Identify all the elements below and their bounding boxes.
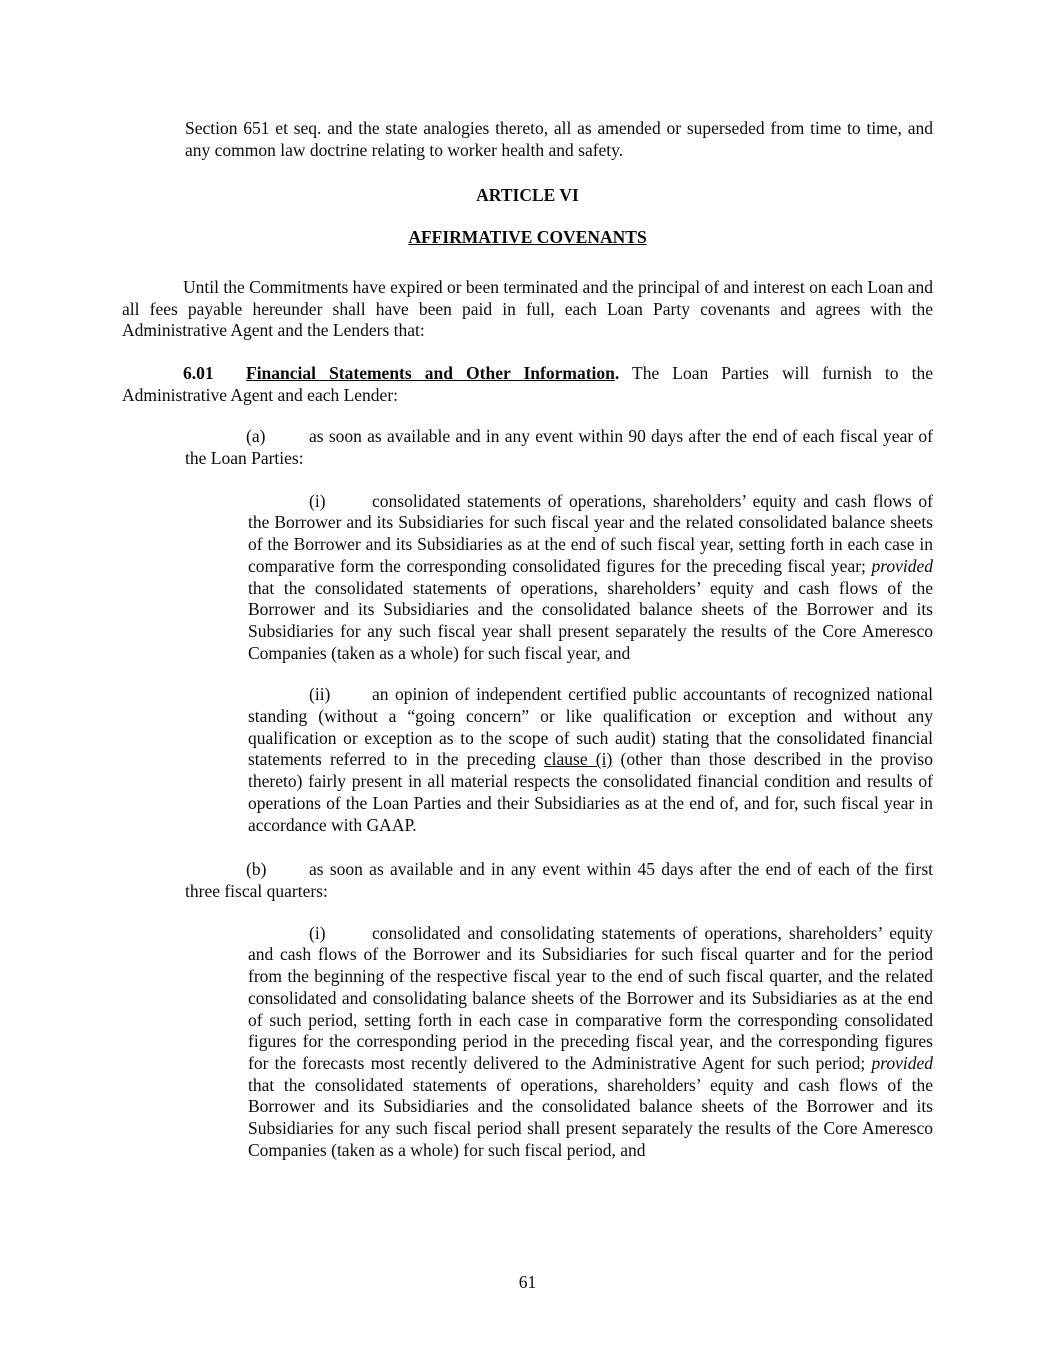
clause-b-text: as soon as available and in any event within 45 days after the end of each of the first three fiscal quarters: — [185, 859, 933, 901]
section-601-paragraph — [122, 363, 933, 406]
clause-a-label: (a) — [246, 426, 266, 447]
clause-a-ii-label: (ii) — [309, 684, 331, 705]
clause-b — [185, 859, 933, 902]
clause-b-i — [248, 923, 933, 1162]
section-601-text: Financial Statements and Other Information. The Loan Parties will furnish to the Administrative Agent and each Lender: — [122, 362, 933, 405]
article-heading: ARTICLE VI — [476, 185, 579, 206]
clause-a-text: as soon as available and in any event within 90 days after the end of each fiscal year of the Loan Parties: — [185, 426, 933, 469]
clause-a — [185, 426, 933, 469]
clause-b-i-label: (i) — [309, 922, 326, 943]
article-title — [122, 227, 933, 249]
section-number: 6.01 — [183, 362, 214, 383]
document-content — [122, 118, 933, 1161]
clause-b-label: (b) — [246, 859, 267, 880]
clause-a-i-text: consolidated statements of operations, shareholders’ equity and cash flows of the Borrower and its Subsidiaries for such fiscal year and the related consolidated balance sheets of the Borrower and its Subsidiaries as at the end of such fiscal year, setting forth in each case in comparative form the corresponding consolidated figures for the preceding fiscal year; provided that the consolidated statements of operations, shareholders’ equity and cash flows of the Borrower and its Subsidiaries and the consolidated balance sheets of the Borrower and its Subsidiaries for any such fiscal year shall present separately the results of the Core Ameresco Companies (taken as a whole) for such fiscal year, and — [248, 490, 933, 663]
intro-paragraph: Until the Commitments have expired or been terminated and the principal of and interest on each Loan and all fees payable hereunder shall have been paid in full, each Loan Party covenants and agrees with the Administrative Agent and the Lenders that: — [122, 276, 933, 341]
clause-a-ii-text: an opinion of independent certified public accountants of recognized national standing (without a “going concern” or like qualification or exception and without any qualification or exception as to the scope of such audit) stating that the consolidated financial statements referred to in the preceding clause (i) (other than those described in the proviso thereto) fairly present in all material respects the consolidated financial condition and results of operations of the Loan Parties and their Subsidiaries as at the end of, and for, such fiscal year in accordance with GAAP. — [248, 684, 933, 835]
clause-a-ii — [248, 684, 933, 836]
article-title-text: AFFIRMATIVE COVENANTS — [408, 227, 647, 248]
continuation-paragraph: Section 651 et seq. and the state analogies thereto, all as amended or superseded from time to time, and any common law doctrine relating to worker health and safety. — [185, 118, 933, 160]
page-number: 61 — [518, 1272, 537, 1292]
clause-a-i — [248, 491, 933, 665]
clause-a-i-label: (i) — [309, 490, 326, 511]
clause-b-i-text: consolidated and consolidating statements of operations, shareholders’ equity and cash flows of the Borrower and its Subsidiaries for such fiscal quarter and for the period from the beginning of the respective fiscal year to the end of such fiscal quarter, and the related consolidated and consolidating balance sheets of the Borrower and its Subsidiaries as at the end of such period, setting forth in each case in comparative form the corresponding consolidated figures for the corresponding period in the preceding fiscal year, and the corresponding figures for the forecasts most recently delivered to the Administrative Agent for such period; provided that the consolidated statements of operations, shareholders’ equity and cash flows of the Borrower and its Subsidiaries and the consolidated balance sheets of the Borrower and its Subsidiaries for any such fiscal period shall present separately the results of the Core Ameresco Companies (taken as a whole) for such fiscal period, and — [248, 922, 933, 1160]
